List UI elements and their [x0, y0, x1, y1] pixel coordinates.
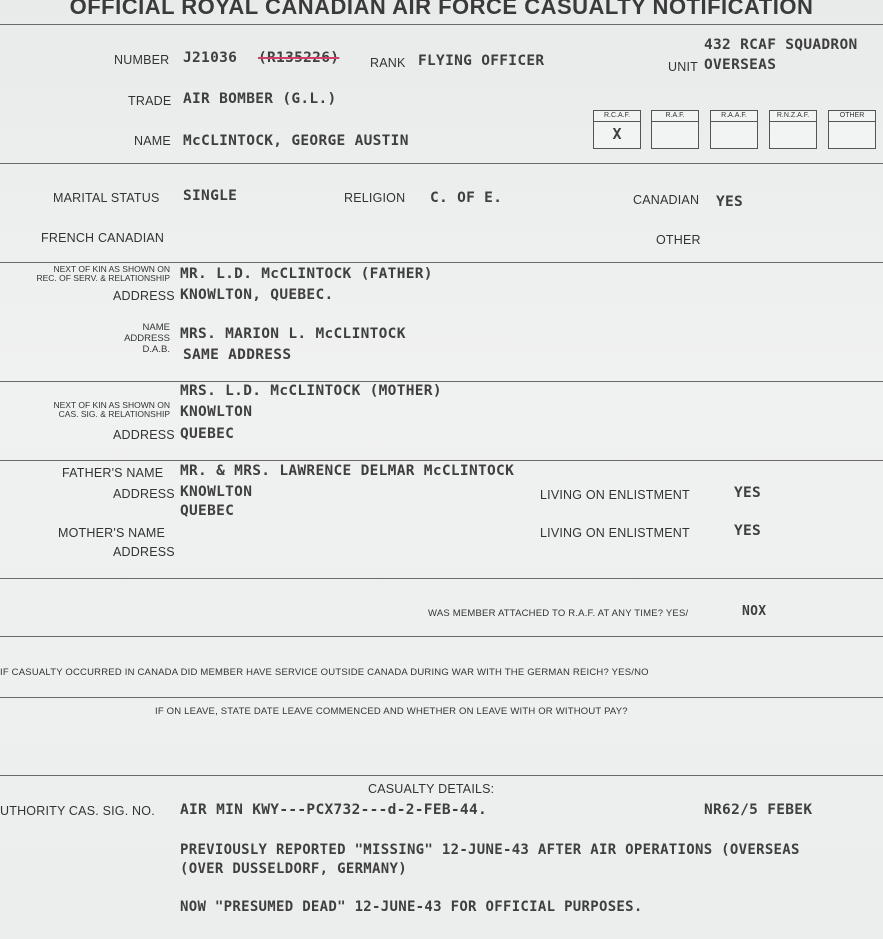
form-title: OFFICIAL ROYAL CANADIAN AIR FORCE CASUALTY NOTIFICATION [69, 0, 814, 19]
name-label: NAME [134, 134, 171, 148]
rank-label: RANK [370, 56, 406, 70]
father-address-line1: KNOWLTON [180, 484, 253, 500]
divider [0, 697, 883, 698]
box-rnzaf [769, 110, 817, 149]
father-living-label: LIVING ON ENLISTMENT [540, 488, 690, 502]
nok-cas-line2: KNOWLTON [180, 404, 253, 420]
religion-label: RELIGION [344, 191, 406, 205]
casualty-details-heading: CASUALTY DETAILS: [368, 782, 495, 796]
nok-rec-address-label: ADDRESS [113, 289, 175, 303]
mother-living-label: LIVING ON ENLISTMENT [540, 526, 690, 540]
authority-reference: NR62/5 FEBEK [704, 802, 813, 818]
on-leave-question: IF ON LEAVE, STATE DATE LEAVE COMMENCED AND WHETHER ON LEAVE WITH OR WITHOUT PAY? [155, 706, 628, 717]
box-raaf [710, 110, 758, 149]
mother-address-label: ADDRESS [113, 545, 175, 559]
canadian-label: CANADIAN [633, 193, 700, 207]
divider [0, 460, 883, 461]
divider [0, 636, 883, 637]
religion-value: C. OF E. [430, 190, 503, 206]
raf-attached-question: WAS MEMBER ATTACHED TO R.A.F. AT ANY TIME? YES/ [428, 608, 689, 619]
box-rcaf-label: R.C.A.F. [594, 111, 640, 122]
authority-value: AIR MIN KWY---PCX732---d-2-FEB-44. [180, 802, 488, 818]
nok-cas-address-label: ADDRESS [113, 428, 175, 442]
nok-rec-label-line1: NEXT OF KIN AS SHOWN ON [53, 264, 170, 274]
nok-rec-label [22, 265, 170, 283]
dab-name-value: MRS. MARION L. McCLINTOCK [180, 326, 406, 342]
french-canadian-label: FRENCH CANADIAN [41, 231, 165, 245]
box-rcaf [593, 110, 641, 149]
canadian-value: YES [716, 194, 744, 210]
father-address-line2: QUEBEC [180, 503, 235, 519]
marital-status-label: MARITAL STATUS [53, 191, 160, 205]
unit-value-line2: OVERSEAS [704, 57, 777, 73]
father-address-label: ADDRESS [113, 487, 175, 501]
divider [0, 775, 883, 776]
nok-rec-label-line2: REC. OF SERV. & RELATIONSHIP [36, 273, 170, 283]
unit-label: UNIT [668, 60, 698, 74]
dab-address-label: ADDRESS [124, 333, 170, 344]
nok-cas-label-line2: CAS. SIG. & RELATIONSHIP [58, 409, 170, 419]
marital-status-value: SINGLE [183, 188, 238, 204]
box-raf-label: R.A.F. [652, 111, 698, 122]
casualty-detail-line3: NOW "PRESUMED DEAD" 12-JUNE-43 FOR OFFICIAL PURPOSES. [180, 899, 643, 915]
fathers-name-value: MR. & MRS. LAWRENCE DELMAR McCLINTOCK [180, 463, 515, 479]
casualty-detail-line1: PREVIOUSLY REPORTED "MISSING" 12-JUNE-43 AFTER AIR OPERATIONS (OVERSEAS [180, 842, 800, 858]
other-label: OTHER [656, 233, 701, 247]
box-rcaf-value: X [612, 125, 622, 143]
box-rnzaf-label: R.N.Z.A.F. [770, 111, 816, 122]
trade-value: AIR BOMBER (G.L.) [183, 91, 337, 107]
authority-label: UTHORITY CAS. SIG. NO. [0, 804, 155, 818]
divider [0, 578, 883, 579]
box-other [828, 110, 876, 149]
raf-attached-answer: NOX [742, 604, 767, 619]
dab-abbrev-label: D.A.B. [142, 344, 170, 355]
nok-rec-value: MR. L.D. McCLINTOCK (FATHER) [180, 266, 433, 282]
box-raaf-label: R.A.A.F. [711, 111, 757, 122]
number-old-value: (R135226) [258, 50, 340, 66]
casualty-detail-line2: (OVER DUSSELDORF, GERMANY) [180, 861, 407, 877]
divider [0, 24, 883, 25]
nok-cas-address-value: QUEBEC [180, 426, 235, 442]
father-living-value: YES [734, 485, 762, 501]
nok-cas-label [22, 401, 170, 419]
dab-address-value: SAME ADDRESS [183, 347, 292, 363]
divider [0, 262, 883, 263]
unit-value-line1: 432 RCAF SQUADRON [704, 37, 858, 53]
fathers-name-label: FATHER'S NAME [62, 466, 164, 480]
number-label: NUMBER [114, 53, 170, 67]
divider [0, 381, 883, 382]
nok-cas-label-line1: NEXT OF KIN AS SHOWN ON [53, 400, 170, 410]
divider [0, 163, 883, 164]
dab-name-label: NAME [142, 322, 170, 333]
mothers-name-label: MOTHER'S NAME [58, 526, 166, 540]
box-other-label: OTHER [829, 111, 875, 122]
name-value: McCLINTOCK, GEORGE AUSTIN [183, 133, 409, 149]
dab-label [100, 322, 170, 355]
box-raf [651, 110, 699, 149]
mother-living-value: YES [734, 523, 762, 539]
trade-label: TRADE [128, 94, 172, 108]
number-value: J21036 [183, 50, 238, 66]
nok-rec-address-value: KNOWLTON, QUEBEC. [180, 287, 334, 303]
rank-value: FLYING OFFICER [418, 53, 545, 69]
nok-cas-value: MRS. L.D. McCLINTOCK (MOTHER) [180, 383, 442, 399]
outside-canada-question: IF CASUALTY OCCURRED IN CANADA DID MEMBER HAVE SERVICE OUTSIDE CANADA DURING WAR WITH THE GERMAN REICH? YES/NO [0, 667, 649, 678]
